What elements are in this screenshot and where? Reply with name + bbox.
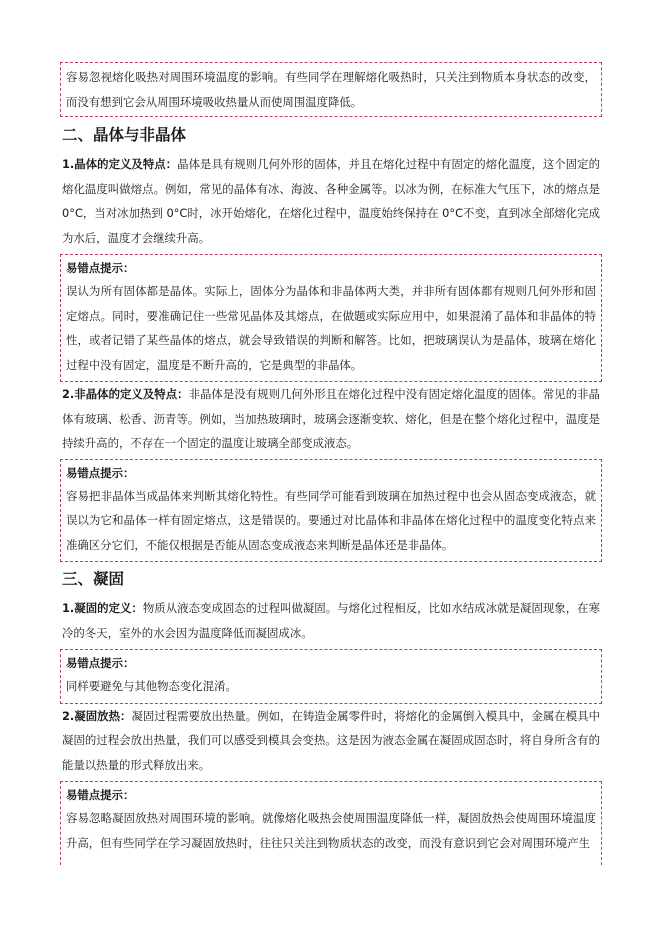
tip-text: 同样要避免与其他物态变化混淆。 [66, 679, 237, 693]
paragraph-crystal-definition [60, 152, 602, 250]
paragraph-lead: 2.非晶体的定义及特点： [62, 387, 189, 401]
tip-box-amorphous [60, 459, 602, 563]
paragraph-solidification-heat [60, 704, 602, 778]
paragraph-lead: 1.凝固的定义： [62, 601, 143, 615]
tip-title: 易错点提示： [66, 465, 135, 480]
paragraph-text: 非晶体是没有规则几何外形且在熔化过程中没有固定熔化温度的固体。常见的非晶体有玻璃、松香、沥青等。例如，当加热玻璃时，玻璃会逐渐变软、熔化，但是在整个熔化过程中，温度是持续升高的，不存在一个固定的温度让玻璃全部变成液态。 [62, 387, 600, 450]
tip-text: 误认为所有固体都是晶体。实际上，固体分为晶体和非晶体两大类，并非所有固体都有规则几何外形和固定熔点。同时，要准确记住一些常见晶体及其熔点，在做题或实际应用中，如果混淆了晶体和非晶体的特性，或者记错了某些晶体的熔点，就会导致错误的判断和解答。比如，把玻璃误认为是晶体，玻璃在熔化过程中没有固定，温度是不断升高的，它是典型的非晶体。 [66, 284, 596, 372]
document-page [60, 62, 602, 865]
section-heading-crystal: 二、晶体与非晶体 [62, 125, 187, 144]
tip-text: 容易忽略凝固放热对周围环境的影响。就像熔化吸热会使周围温度降低一样，凝固放热会使周围环境温度升高，但有些同学在学习凝固放热时，往往只关注到物质状态的改变，而没有意识到它会对周围环境产生 [66, 811, 596, 850]
tip-title: 易错点提示： [66, 656, 135, 670]
tip-text: 容易把非晶体当成晶体来判断其熔化特性。有些同学可能看到玻璃在加热过程中也会从固态变成液态，就误以为它和晶体一样有固定熔点，这是错误的。要通过对比晶体和非晶体在熔化过程中的温度变化特点来准确区分它们，不能仅根据是否能从固态变成液态来判断是晶体还是非晶体。 [66, 488, 596, 552]
section-heading-solidification: 三、凝固 [62, 569, 125, 588]
tip-title: 易错点提示： [66, 788, 135, 802]
tip-box-solidification-heat [60, 781, 602, 865]
tip-text: 容易忽视熔化吸热对周围环境温度的影响。有些同学在理解熔化吸热时，只关注到物质本身状态的改变，而没有想到它会从周围环境吸收热量从而使周围温度降低。 [66, 70, 596, 109]
paragraph-text: 物质从液态变成固态的过程叫做凝固。与熔化过程相反，比如水结成冰就是凝固现象，在寒冷的冬天，室外的水会因为温度降低而凝固成冰。 [62, 601, 600, 640]
paragraph-lead: 2.凝固放热： [62, 708, 132, 723]
paragraph-lead: 1.晶体的定义及特点： [62, 157, 178, 171]
paragraph-solidification-definition [60, 596, 602, 645]
tip-box-solidification [60, 649, 602, 704]
tip-box-crystal [60, 254, 602, 382]
tip-title: 易错点提示： [66, 261, 135, 275]
tip-box-top [60, 62, 602, 117]
paragraph-text: 晶体是具有规则几何外形的固体，并且在熔化过程中有固定的熔化温度，这个固定的熔化温度叫做熔点。例如，常见的晶体有冰、海波、各种金属等。以冰为例，在标准大气压下，冰的熔点是 0°C，当对冰加热到 0°C时，冰开始熔化，在熔化过程中，温度始终保持在 0°C不变，直到冰全部熔化完成为水后，温度才会继续升高。 [62, 157, 600, 245]
paragraph-amorphous-definition [60, 382, 602, 456]
paragraph-text: 凝固过程需要放出热量。例如，在铸造金属零件时，将熔化的金属倒入模具中，金属在模具中凝固的过程会放出热量，我们可以感受到模具会变热。这是因为液态金属在凝固成固态时，将自身所含有的能量以热量的形式释放出来。 [62, 708, 600, 772]
